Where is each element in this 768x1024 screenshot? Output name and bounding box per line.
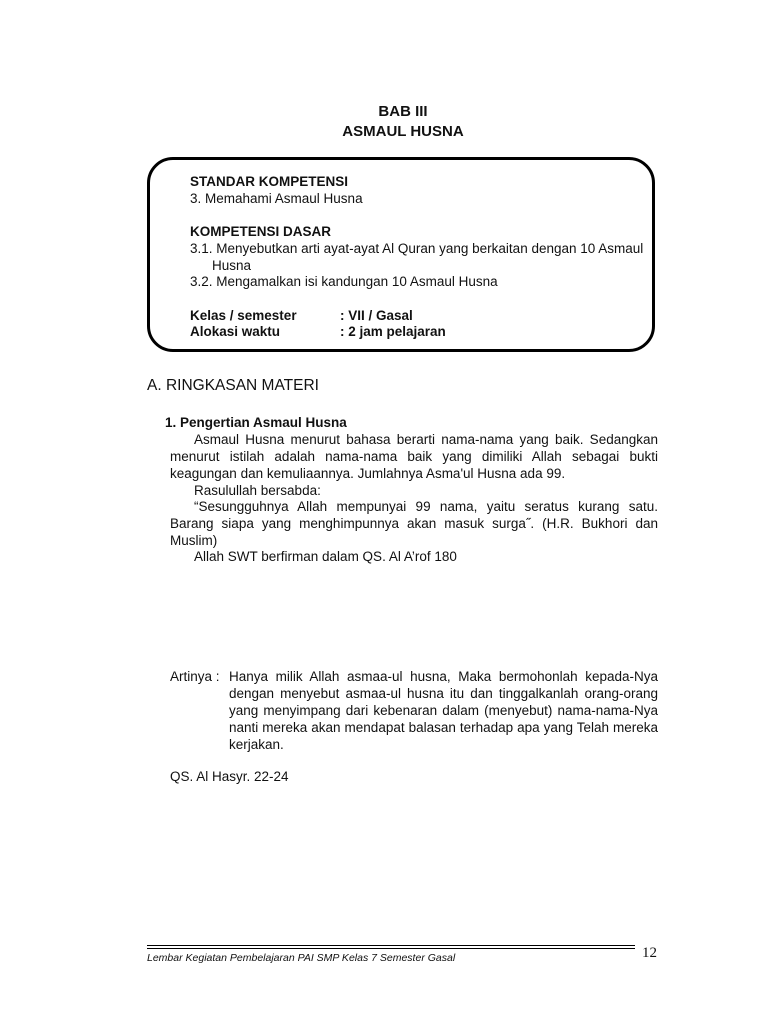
kd-heading: KOMPETENSI DASAR: [190, 224, 332, 239]
page-number: 12: [642, 945, 657, 961]
hadith-text: “Sesungguhnya Allah mempunyai 99 nama, yaitu seratus kurang satu. Barang siapa yang menghimpunnya akan masuk surga˝. (H.R. Bukhori dan Muslim): [170, 499, 658, 548]
sub1-heading: 1. Pengertian Asmaul Husna: [165, 415, 347, 430]
sk-item: 3. Memahami Asmaul Husna: [190, 191, 363, 206]
kelas-label: Kelas / semester: [190, 308, 297, 323]
alokasi-value: : 2 jam pelajaran: [340, 324, 446, 339]
section-a-heading: A. RINGKASAN MATERI: [147, 377, 319, 394]
sk-heading: STANDAR KOMPETENSI: [190, 174, 349, 189]
kelas-value: : VII / Gasal: [340, 308, 413, 323]
kd-item-2: 3.2. Mengamalkan isi kandungan 10 Asmaul Husna: [190, 274, 498, 289]
alokasi-label: Alokasi waktu: [190, 324, 281, 339]
qs-hasyr-line: QS. Al Hasyr. 22-24: [170, 769, 289, 784]
kd-item-1: 3.1. Menyebutkan arti ayat-ayat Al Quran yang berkaitan dengan 10 Asmaul: [190, 241, 644, 256]
para-asmaul-husna: Asmaul Husna menurut bahasa berarti nama-nama yang baik. Sedangkan menurut istilah adalah nama-nama baik yang dimiliki Allah sebagai bukti keagungan dan kemuliaannya. Jumlahnya Asma'ul Husna ada 99.: [170, 432, 658, 481]
footer-rule: [147, 945, 635, 946]
chapter-label: BAB III: [378, 103, 428, 120]
footer-text: Lembar Kegiatan Pembelajaran PAI SMP Kelas 7 Semester Gasal: [147, 952, 456, 964]
allah-swt-line: Allah SWT berfirman dalam QS. Al A’rof 180: [194, 549, 457, 564]
footer-rule: [147, 948, 635, 949]
chapter-title: ASMAUL HUSNA: [342, 123, 464, 140]
artinya-label: Artinya :: [170, 669, 220, 684]
artinya-text: Hanya milik Allah asmaa-ul husna, Maka bermohonlah kepada-Nya dengan menyebut asmaa-ul husna itu dan tinggalkanlah orang-orang yang menyimpang dari kebenaran dalam (menyebut) nama-nama-Nya nanti mereka akan mendapat balasan terhadap apa yang Telah mereka kerjakan.: [229, 669, 658, 752]
kd-item-1-cont: Husna: [212, 258, 252, 273]
rasul-line: Rasulullah bersabda:: [194, 483, 321, 498]
